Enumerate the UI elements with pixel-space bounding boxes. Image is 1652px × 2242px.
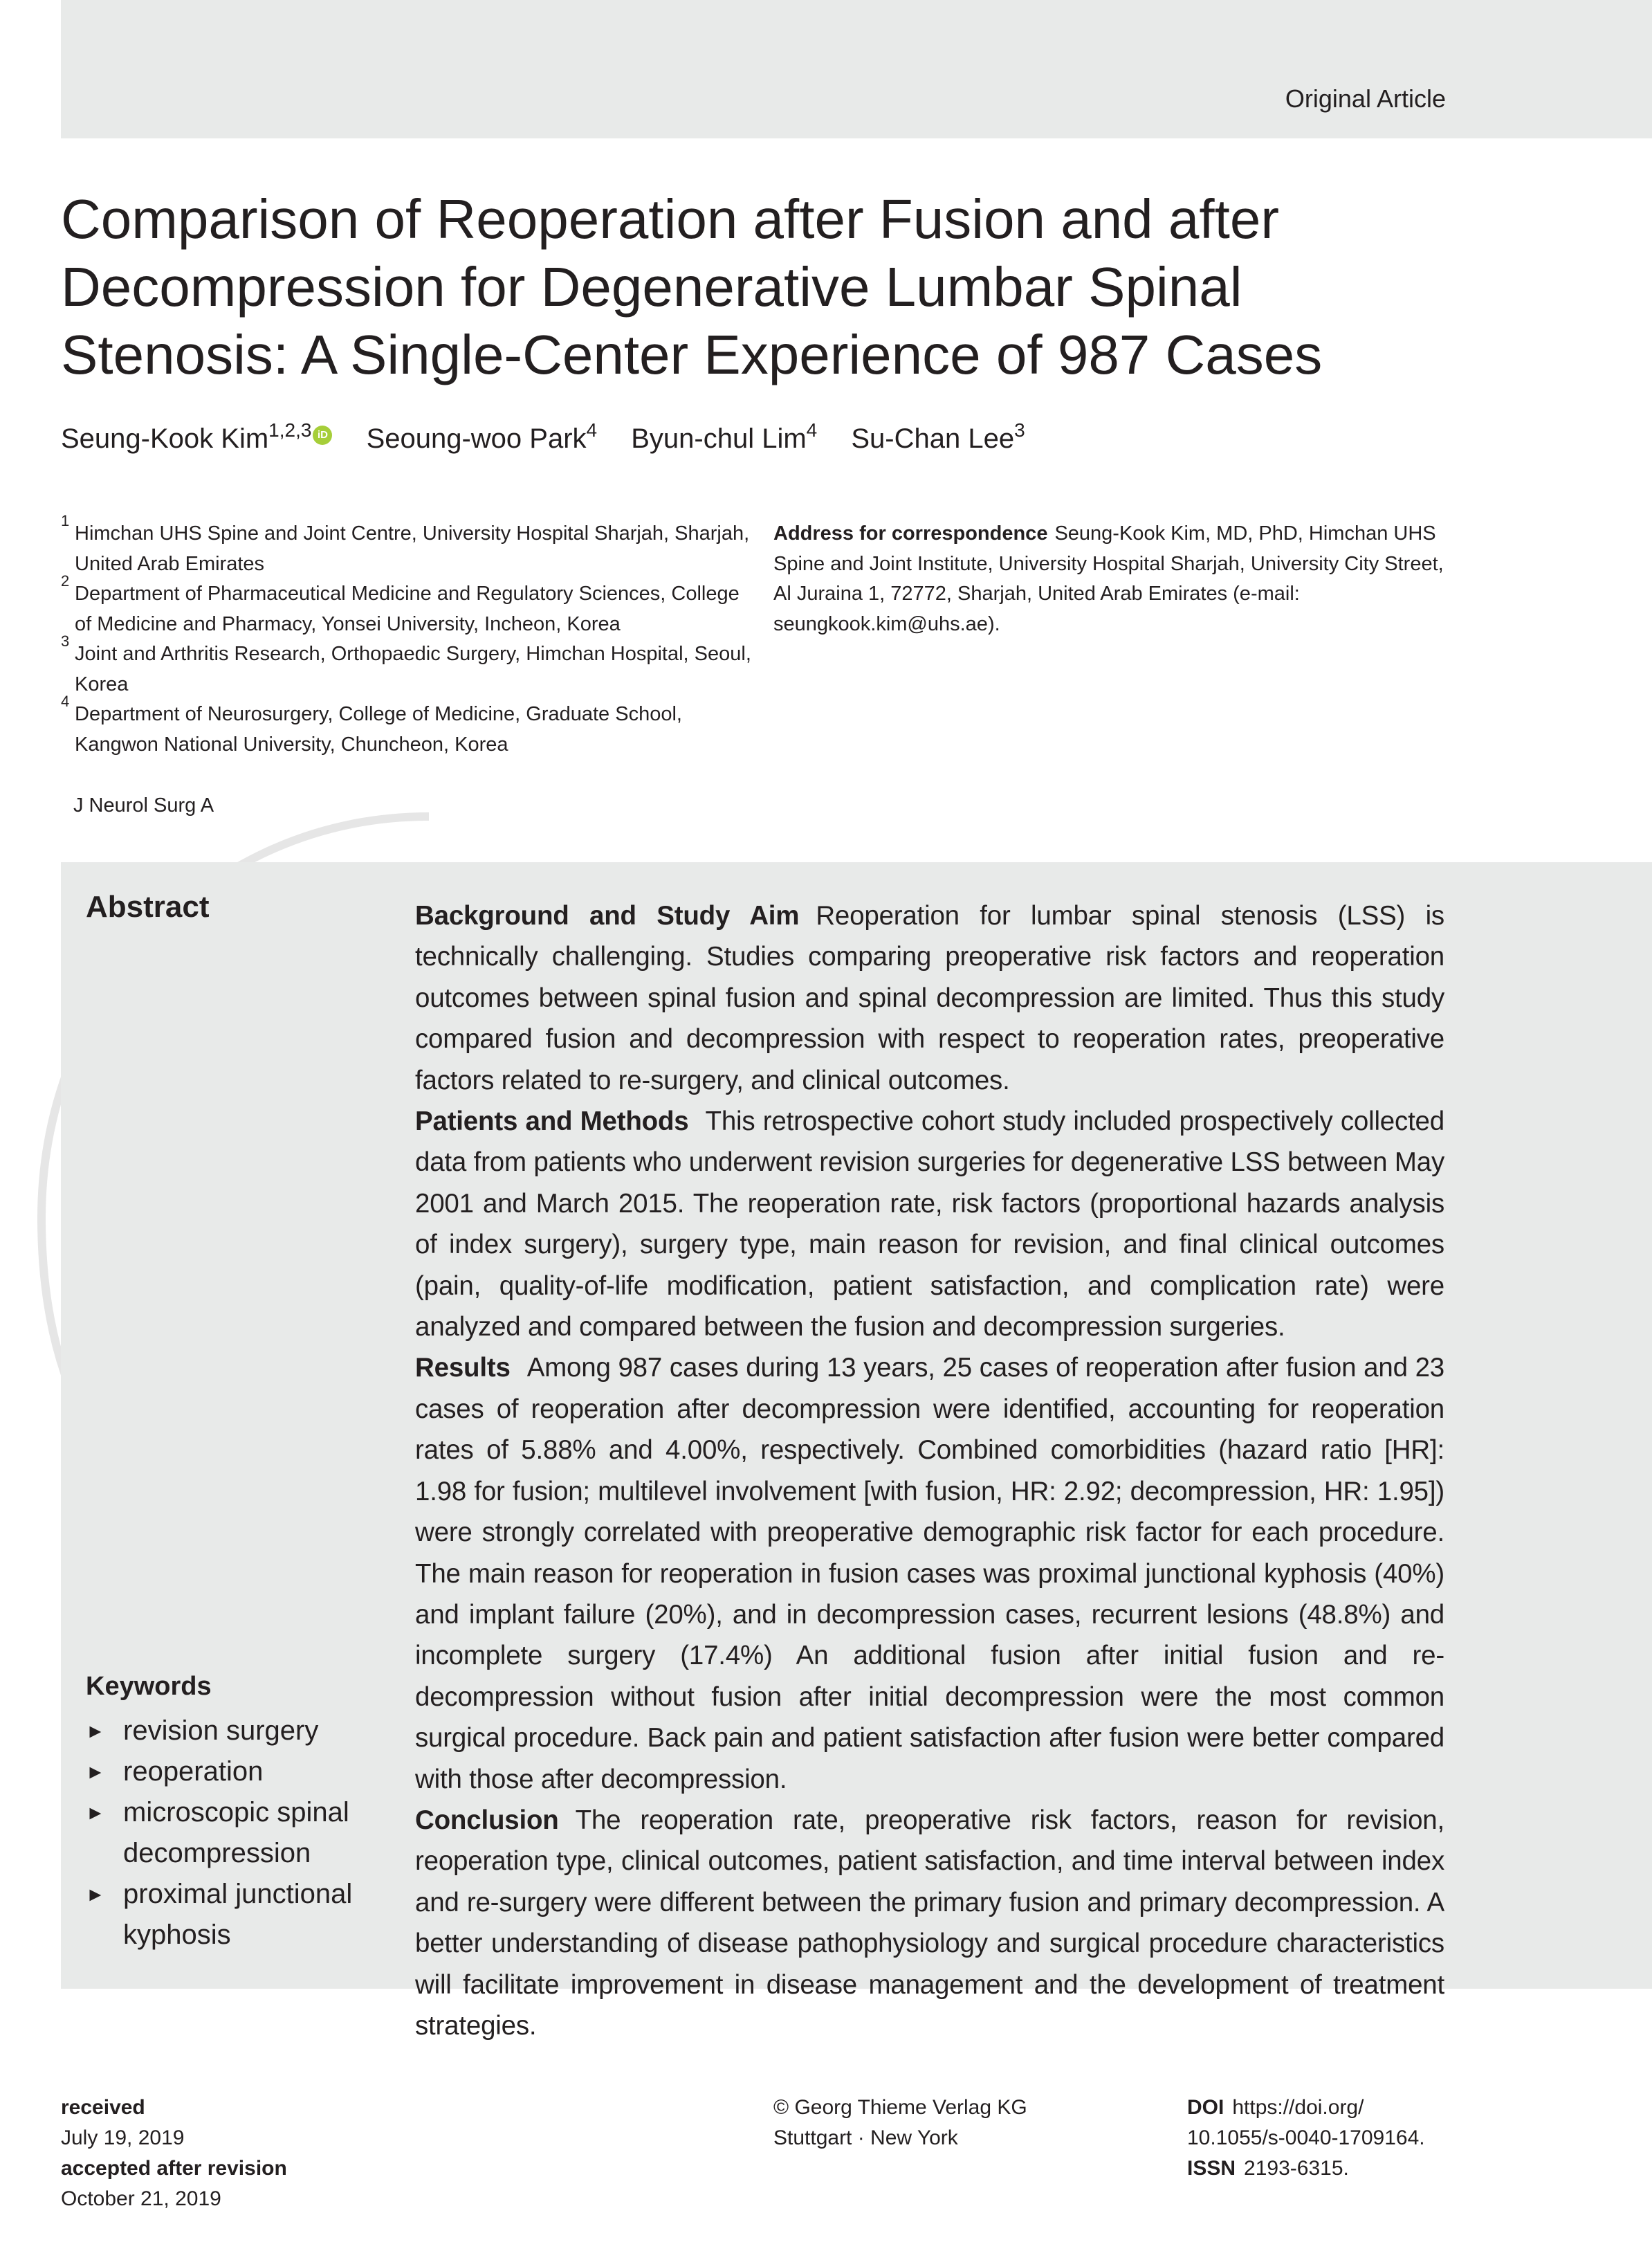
section-label: Background and Study Aim <box>415 901 800 931</box>
header-band <box>61 0 1652 138</box>
keyword-text: proximal junctional kyphosis <box>123 1879 353 1950</box>
section-label: Results <box>415 1353 511 1383</box>
arrow-right-icon: ► <box>86 1761 105 1783</box>
keyword-text: revision surgery <box>123 1715 319 1746</box>
author-name: Seung-Kook Kim <box>61 423 269 454</box>
article-type: Original Article <box>1285 84 1446 113</box>
author-affiliation-ref: 3 <box>1014 419 1025 441</box>
article-title: Comparison of Reoperation after Fusion and after Decompression for Degenerative Lumbar Spinal Stenosis: A Single-Center Experience of 987 Cases <box>61 188 1323 385</box>
author-name: Su-Chan Lee <box>851 423 1015 454</box>
received-dates <box>61 2093 287 2214</box>
journal-name: J Neurol Surg A <box>73 794 214 817</box>
affiliation <box>61 572 753 639</box>
arrow-right-icon: ► <box>86 1802 105 1823</box>
section-label: Conclusion <box>415 1805 559 1835</box>
author <box>61 419 332 455</box>
keyword-text: microscopic spinal decompression <box>123 1797 349 1868</box>
abstract-body <box>415 895 1444 2046</box>
accepted-date: October 21, 2019 <box>61 2187 221 2210</box>
author-name: Byun-chul Lim <box>631 423 807 454</box>
doi-label: DOI <box>1187 2096 1224 2119</box>
orcid-icon[interactable]: iD <box>313 426 332 445</box>
section-text: Reoperation for lumbar spinal stenosis (LSS) is technically challenging. Studies comparing preoperative risk factors and reoperation outcomes between spinal fusion and spinal decompression are limited. Thus this study compared fusion and decompression with respect to reoperation rates, preoperative factors related to re-surgery, and clinical outcomes. <box>415 901 1444 1095</box>
correspondence-address <box>773 519 1465 639</box>
abstract-section <box>415 1800 1444 2046</box>
affiliations <box>61 512 753 760</box>
keywords-heading: Keywords <box>86 1672 212 1701</box>
doi-link-continued[interactable]: 10.1055/s-0040-1709164. <box>1187 2126 1425 2149</box>
section-text: Among 987 cases during 13 years, 25 cases of reoperation after fusion and 23 cases of reoperation after decompression were identified, accounting for reoperation rates of 5.88% and 4.00%, respectively. Combined comorbidities (hazard ratio [HR]: 1.98 for fusion; multilevel involvement [with fusion, HR: 2.92; decompression, HR: 1.95]) were strongly correlated with preoperative demographic risk factor for each procedure. The main reason for reoperation in fusion cases was proximal junctional kyphosis (40%) and implant failure (20%), and in decompression cases, recurrent lesions (48.8%) and incomplete surgery (17.4%) An additional fusion after initial fusion and re-decompression without fusion after initial decompression were the most common surgical procedure. Back pain and patient satisfaction after fusion were better compared with those after decompression. <box>415 1353 1444 1794</box>
author-affiliation-ref: 4 <box>586 419 598 441</box>
affiliation-number: 1 <box>61 512 70 529</box>
publisher-location: Stuttgart · New York <box>773 2126 958 2149</box>
affiliation <box>61 512 753 579</box>
received-date: July 19, 2019 <box>61 2126 185 2149</box>
author <box>631 419 818 455</box>
correspondence-label: Address for correspondence <box>773 522 1048 545</box>
keyword-item <box>86 1874 390 1956</box>
received-label: received <box>61 2096 145 2119</box>
affiliation-text: Himchan UHS Spine and Joint Centre, University Hospital Sharjah, Sharjah, United Arab Emirates <box>75 522 750 575</box>
doi-link[interactable]: https://doi.org/ <box>1232 2096 1364 2119</box>
section-text: This retrospective cohort study included prospectively collected data from patients who underwent revision surgeries for degenerative LSS between May 2001 and March 2015. The reoperation rate, risk factors (proportional hazards analysis of index surgery), surgery type, main reason for revision, and final clinical outcomes (pain, quality-of-life modification, patient satisfaction, and complication rate) were analyzed and compared between the fusion and decompression surgeries. <box>415 1106 1444 1342</box>
author <box>366 419 598 455</box>
keyword-text: reoperation <box>123 1756 264 1787</box>
publisher-line: © Georg Thieme Verlag KG <box>773 2096 1027 2119</box>
author-affiliation-ref: 1,2,3 <box>268 419 312 441</box>
issn-label: ISSN <box>1187 2157 1236 2180</box>
publisher-copyright <box>773 2093 1027 2153</box>
arrow-right-icon: ► <box>86 1720 105 1742</box>
arrow-right-icon: ► <box>86 1884 105 1905</box>
author-name: Seoung-woo Park <box>366 423 587 454</box>
author-list <box>61 419 1052 455</box>
affiliation-number: 3 <box>61 632 70 650</box>
keyword-item <box>86 1751 390 1792</box>
affiliation-text: Department of Neurosurgery, College of Medicine, Graduate School, Kangwon National University, Chuncheon, Korea <box>75 703 682 756</box>
keywords-list <box>86 1711 390 1956</box>
accepted-label: accepted after revision <box>61 2157 287 2180</box>
abstract-section <box>415 1347 1444 1799</box>
issn-value: 2193-6315. <box>1244 2157 1349 2180</box>
affiliation-text: Joint and Arthritis Research, Orthopaedic Surgery, Himchan Hospital, Seoul, Korea <box>75 643 751 695</box>
affiliation <box>61 693 753 760</box>
section-label: Patients and Methods <box>415 1106 689 1137</box>
author <box>851 419 1025 455</box>
abstract-section <box>415 1101 1444 1347</box>
abstract-section <box>415 895 1444 1101</box>
affiliation-number: 2 <box>61 572 70 590</box>
doi-block <box>1187 2093 1425 2184</box>
section-text: The reoperation rate, preoperative risk factors, reason for revision, reoperation type, clinical outcomes, patient satisfaction, and time interval between index and re-surgery were different between the primary fusion and primary decompression. A better understanding of disease pathophysiology and surgical procedure characteristics will facilitate improvement in disease management and the development of treatment strategies. <box>415 1805 1444 2041</box>
correspondence-text: Seung-Kook Kim, MD, PhD, Himchan UHS Spine and Joint Institute, University Hospital Sharjah, University City Street, Al Juraina 1, 72772, Sharjah, United Arab Emirates (e-mail: seungkook.kim@uhs.ae). <box>773 522 1444 635</box>
affiliation-text: Department of Pharmaceutical Medicine and Regulatory Sciences, College of Medicine and Pharmacy, Yonsei University, Incheon, Korea <box>75 583 740 635</box>
keyword-item <box>86 1711 390 1751</box>
affiliation <box>61 632 753 700</box>
affiliation-number: 4 <box>61 693 70 710</box>
abstract-heading: Abstract <box>86 890 210 924</box>
author-affiliation-ref: 4 <box>806 419 818 441</box>
keyword-item <box>86 1792 390 1874</box>
